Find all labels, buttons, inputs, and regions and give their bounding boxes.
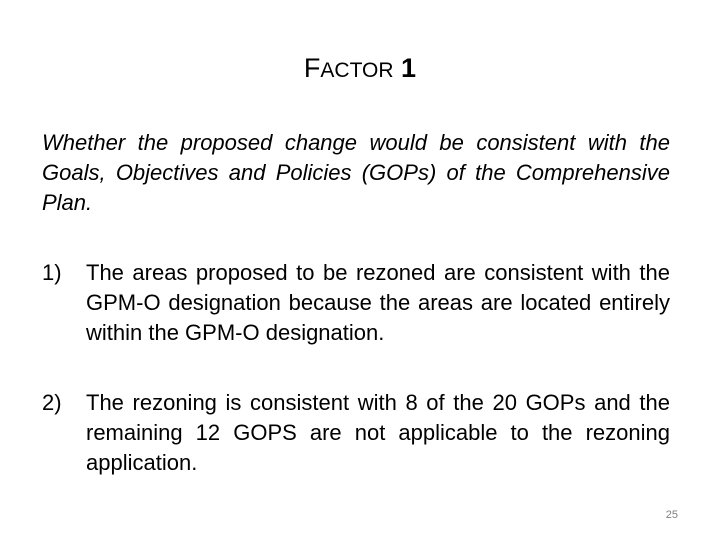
list-item-marker: 2): [42, 390, 62, 415]
criterion-text: Whether the proposed change would be consistent with the Goals, Objectives and Policies (GOPs) of the Comprehensive Plan.: [42, 130, 670, 215]
list-item-marker: 1): [42, 260, 62, 285]
list-item-text: The areas proposed to be rezoned are consistent with the GPM-O designation because the areas are located entirely within the GPM-O designation.: [86, 260, 670, 345]
title-rest: ACTOR: [320, 59, 394, 82]
title-number: 1: [401, 53, 417, 83]
title-first-letter: F: [303, 53, 321, 83]
slide-title: [0, 52, 720, 87]
list-item: [42, 258, 670, 348]
list-item: [42, 388, 670, 478]
list-item-text: The rezoning is consistent with 8 of the 20 GOPs and the remaining 12 GOPS are not applicable to the rezoning application.: [86, 390, 670, 475]
page-number: 25: [665, 509, 678, 521]
